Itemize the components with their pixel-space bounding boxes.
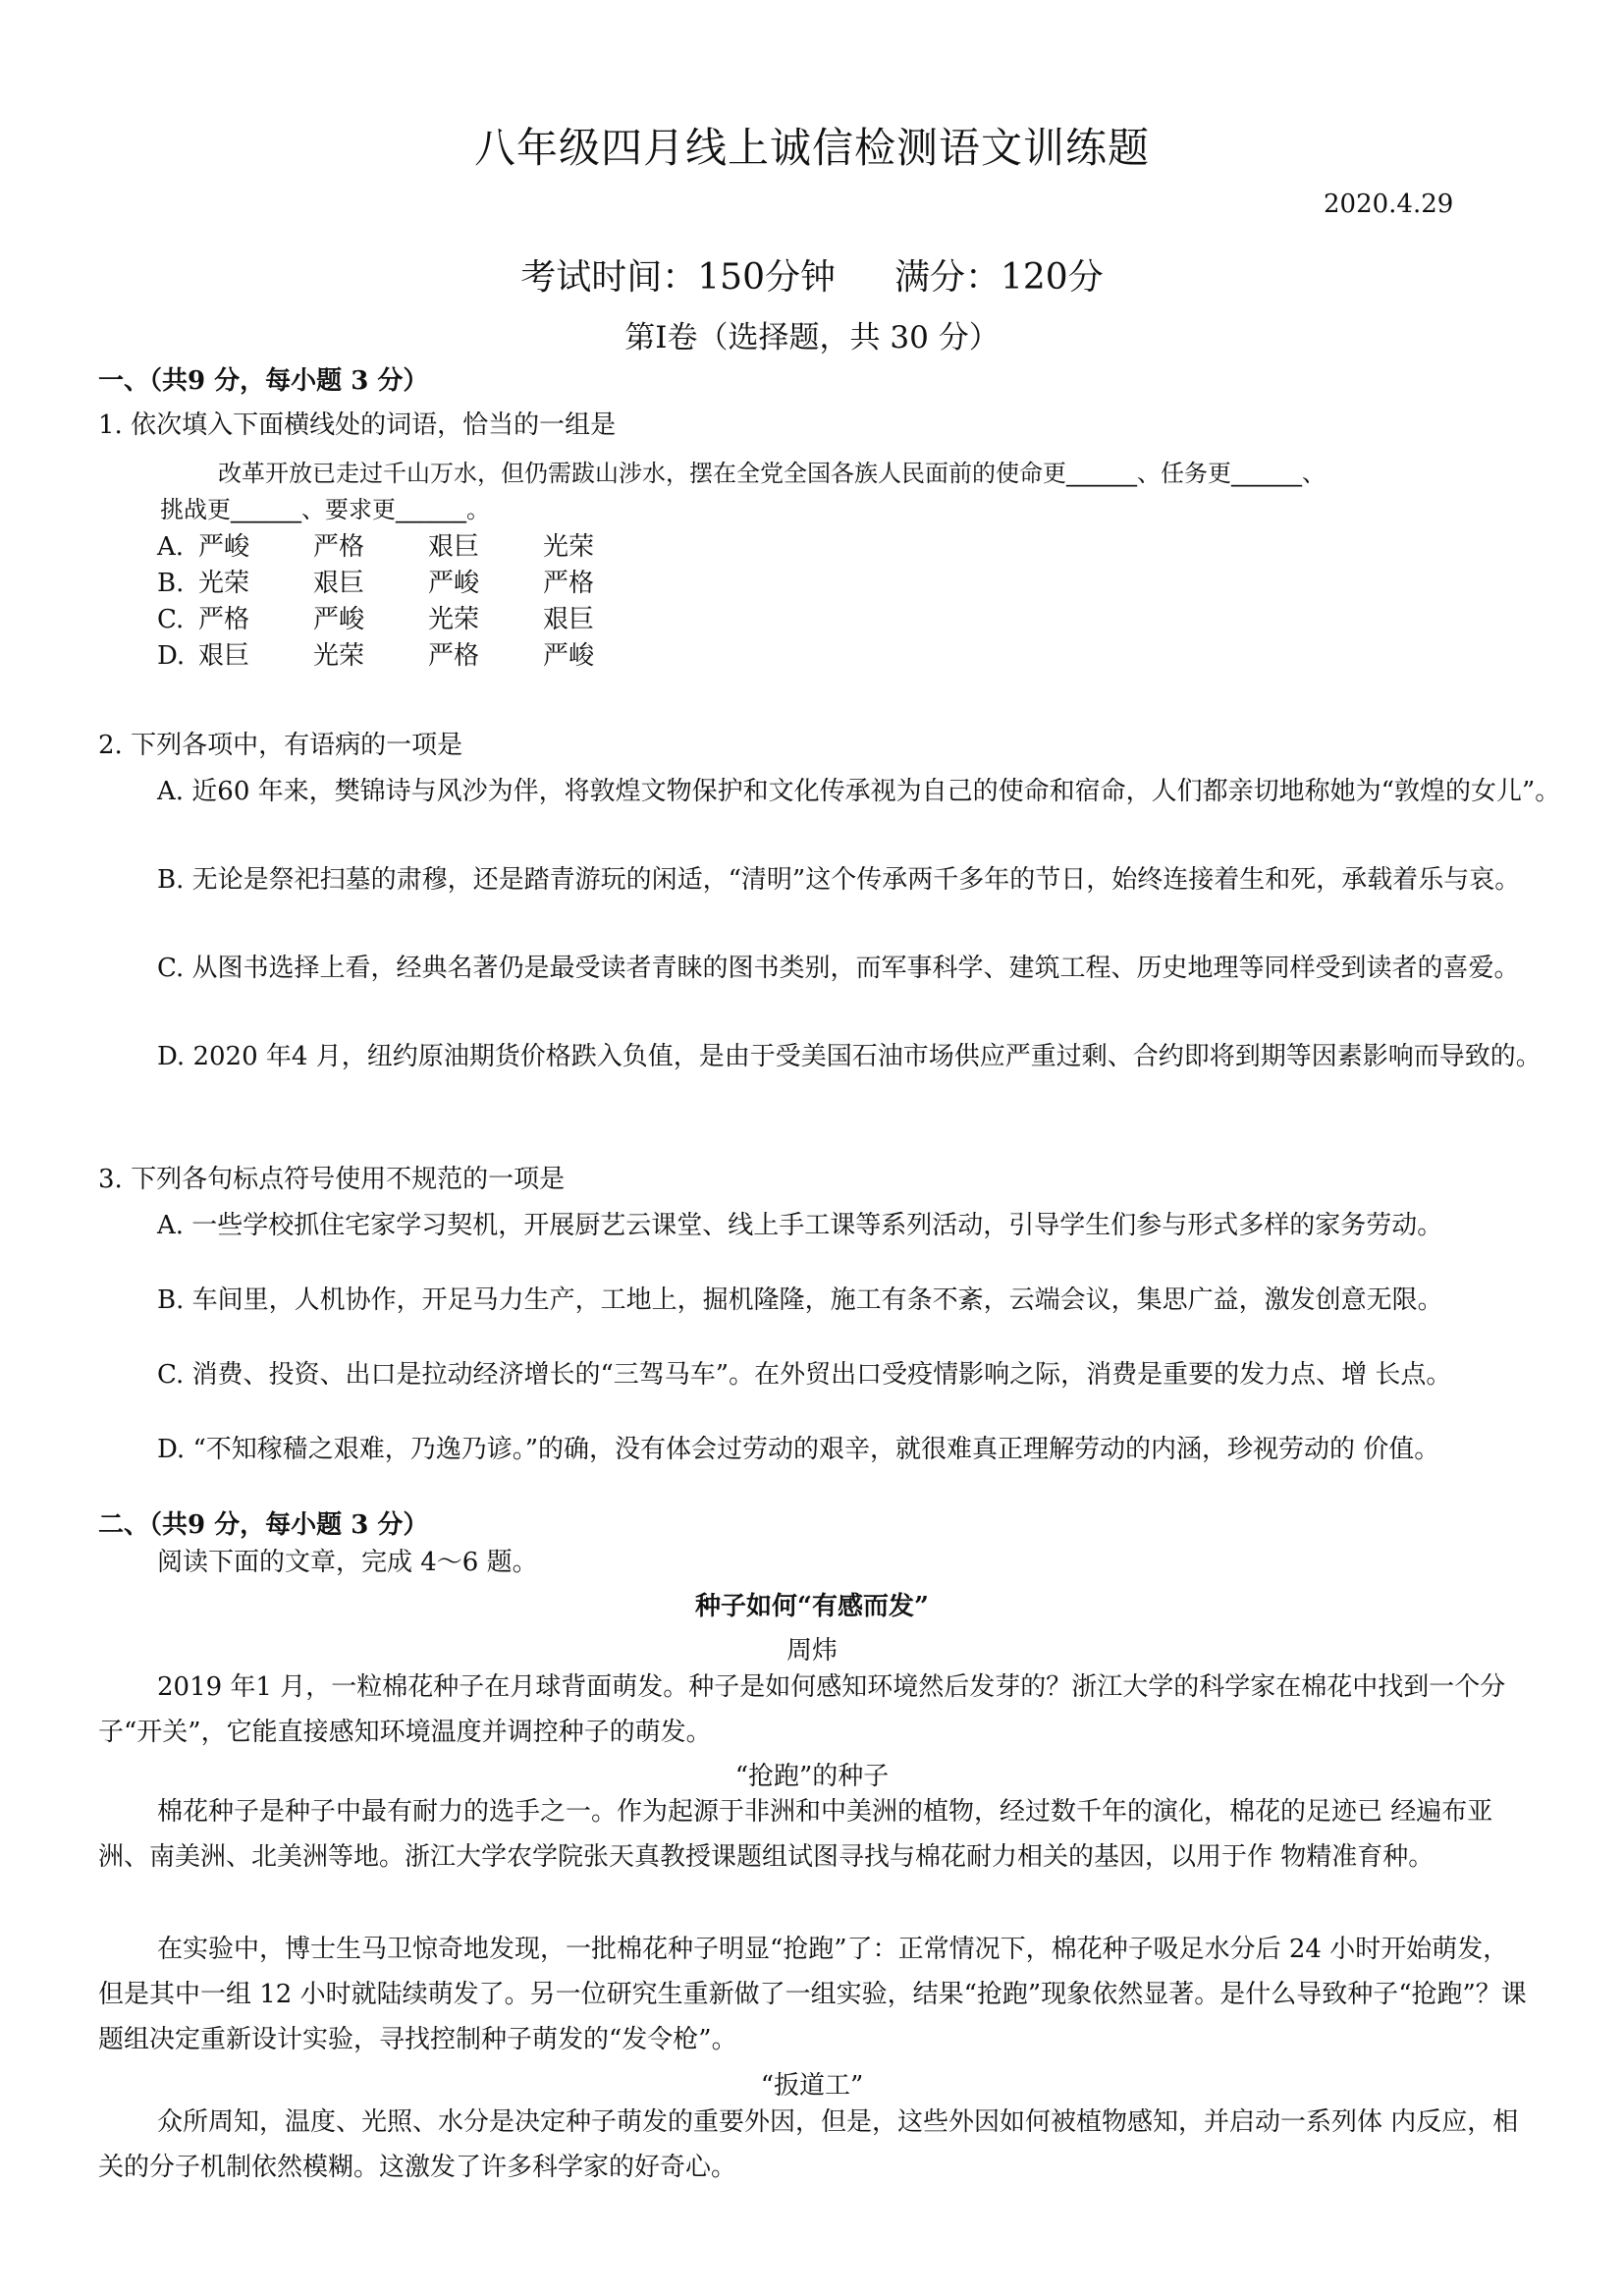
part-title: 第Ⅰ卷（选择题，共 30 分） bbox=[624, 320, 1000, 355]
section2-instruction: 阅读下面的文章，完成 4～6 题。 bbox=[157, 1548, 538, 1577]
q1-passage-line1: 改革开放已走过千山万水，但仍需跋山涉水，摆在全党全国各族人民面前的使命更______、任务更______、 bbox=[218, 460, 1326, 487]
article-title: 种子如何“有感而发” bbox=[695, 1592, 929, 1621]
article-paragraph-2: 在实验中，博士生马卫惊奇地发现，一批棉花种子明显“抢跑”了：正常情况下，棉花种子吸足水分后 24 小时开始萌发，但是其中一组 12 小时就陆续萌发了。另一位研究生重新做了一组实验，结果“抢跑”现象依然显著。是什么导致种子“抢跑”？课题组决定重新设计实验，寻找控制种子萌发的“发令枪”。 bbox=[98, 1935, 1527, 2054]
subheading-1: “抢跑”的种子 bbox=[734, 1762, 890, 1791]
section1-heading: 一、（共9 分，每小题 3 分） bbox=[98, 366, 429, 396]
full-score: 满分：120分 bbox=[894, 257, 1104, 298]
q3-option-b: B. 车间里，人机协作，开足马力生产，工地上，掘机隆隆，施工有条不紊，云端会议，集思广益，激发创意无限。 bbox=[157, 1285, 1443, 1315]
q2-option-b: B. 无论是祭祀扫墓的肃穆，还是踏青游玩的闲适，“清明”这个传承两千多年的节日，始终连接着生和死，承载着乐与哀。 bbox=[157, 865, 1521, 895]
q2-option-a: A. 近60 年来，樊锦诗与风沙为伴，将敦煌文物保护和文化传承视为自己的使命和宿命，人们都亲切地称她为“敦煌的女儿”。 bbox=[157, 777, 1561, 806]
q3-option-c: C. 消费、投资、出口是拉动经济增长的“三驾马车”。在外贸出口受疫情影响之际，消费是重要的发力点、增 长点。 bbox=[157, 1360, 1452, 1390]
document-date: 2020.4.29 bbox=[1324, 190, 1454, 219]
q3-option-d: D. “不知稼穑之艰难，乃逸乃谚。”的确，没有体会过劳动的艰辛，就很难真正理解劳动的内涵，珍视劳动的 价值。 bbox=[157, 1435, 1440, 1464]
q3-stem: 3. 下列各句标点符号使用不规范的一项是 bbox=[98, 1165, 566, 1194]
q2-stem: 2. 下列各项中，有语病的一项是 bbox=[98, 731, 463, 760]
q1-option-d: D. 艰巨 光荣 严格 严峻 bbox=[157, 641, 595, 671]
q1-option-c: C. 严格 严峻 光荣 艰巨 bbox=[157, 605, 595, 634]
q1-option-b: B. 光荣 艰巨 严峻 严格 bbox=[157, 569, 595, 598]
q3-option-a: A. 一些学校抓住宅家学习契机，开展厨艺云课堂、线上手工课等系列活动，引导学生们参与形式多样的家务劳动。 bbox=[157, 1211, 1443, 1240]
article-author: 周炜 bbox=[785, 1636, 838, 1666]
document-title: 八年级四月线上诚信检测语文训练题 bbox=[473, 124, 1150, 172]
exam-time: 考试时间：150分钟 bbox=[520, 257, 836, 298]
q1-stem: 1. 依次填入下面横线处的词语，恰当的一组是 bbox=[98, 410, 617, 440]
q1-option-a: A. 严峻 严格 艰巨 光荣 bbox=[157, 532, 595, 562]
q2-option-d: D. 2020 年4 月，纽约原油期货价格跌入负值，是由于受美国石油市场供应严重过剩、合约即将到期等因素影响而导致的。 bbox=[157, 1042, 1542, 1071]
article-paragraph-3: 众所周知，温度、光照、水分是决定种子萌发的重要外因，但是，这些外因如何被植物感知，并启动一系列体 内反应，相关的分子机制依然模糊。这激发了许多科学家的好奇心。 bbox=[98, 2107, 1519, 2182]
article-intro: 2019 年1 月，一粒棉花种子在月球背面萌发。种子是如何感知环境然后发芽的？浙江大学的科学家在棉花中找到一个分子“开关”，它能直接感知环境温度并调控种子的萌发。 bbox=[98, 1672, 1506, 1747]
article-paragraph-1: 棉花种子是种子中最有耐力的选手之一。作为起源于非洲和中美洲的植物，经过数千年的演化，棉花的足迹已 经遍布亚洲、南美洲、北美洲等地。浙江大学农学院张天真教授课题组试图寻找与棉花耐力相关的基因，以用于作 物精准育种。 bbox=[98, 1797, 1493, 1872]
exam-info bbox=[0, 249, 1624, 300]
subheading-2: “扳道工” bbox=[760, 2071, 864, 2101]
section2-heading: 二、（共9 分，每小题 3 分） bbox=[98, 1510, 429, 1540]
q2-option-c: C. 从图书选择上看，经典名著仍是最受读者青睐的图书类别，而军事科学、建筑工程、历史地理等同样受到读者的喜爱。 bbox=[157, 954, 1520, 983]
q1-passage-line2: 挑战更______、要求更______。 bbox=[160, 496, 490, 523]
